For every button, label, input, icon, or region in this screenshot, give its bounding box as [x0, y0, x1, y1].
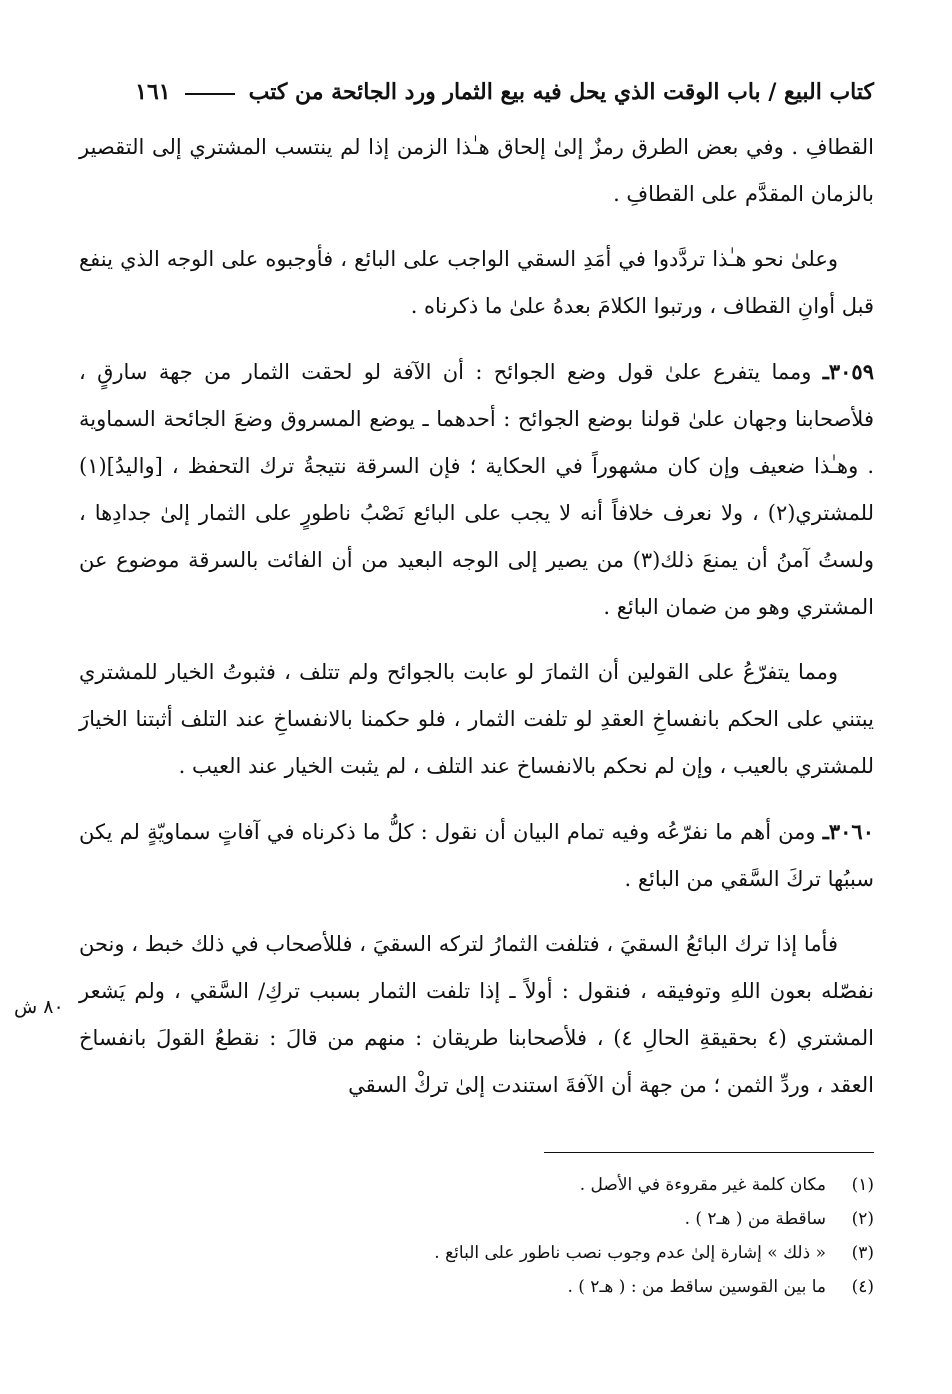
footnote-1 — [84, 1168, 874, 1202]
running-header — [74, 70, 874, 114]
header-title: كتاب البيع / باب الوقت الذي يحل فيه بيع الثمار ورد الجائحة من كتب — [248, 79, 874, 105]
paragraph-4: ومما يتفرّعُ على القولين أن الثمارَ لو عابت بالجوائح ولم تتلف ، فثبوتُ الخيار للمشتري يبتني على الحكم بانفساخِ العقدِ لو تلفت الثمار ، فلو حكمنا بالانفساخِ عند التلف أثبتنا الخيارَ للمشتري بالعيب ، وإن لم نحكم بالانفساخ عند التلف ، لم يثبت الخيار عند العيب . — [79, 660, 874, 778]
paragraph-3-text: ومما يتفرع علىٰ قول وضع الجوائح : أن الآفة لو لحقت الثمار من جهة سارقٍ ، فلأصحابنا وجهان علىٰ قولنا بوضع الجوائح : أحدهما ـ يوضع المسروق وضعَ الجائحة السماوية . وهـٰذا ضعيف وإن كان مشهوراً في الحكاية ؛ فإن السرقة نتيجةُ ترك التحفظ ، [واليدُ](١) للمشتري(٢) ، ولا نعرف خلافاً أنه لا يجب على البائع نَصْبُ ناطورٍ على الثمار إلىٰ جدادِها ، ولستُ آمنُ أن يمنعَ ذلك(٣) من يصير إلى الوجه البعيد من أن الفائت بالسرقة موضوع عن المشتري وهو من ضمان البائع . — [79, 360, 874, 619]
issue-number-3060: ٣٠٦٠ـ — [822, 819, 874, 844]
footnote-text: ما بين القوسين ساقط من : ( هـ٢ ) . — [567, 1277, 826, 1297]
page-number: ١٦١ — [135, 79, 171, 105]
footnote-mark: (١) — [851, 1175, 874, 1195]
issue-number-3059: ٣٠٥٩ـ — [822, 359, 874, 384]
footnotes — [84, 1168, 874, 1304]
footnote-mark: (٤) — [851, 1277, 874, 1297]
footnote-text: « ذلك » إشارة إلىٰ عدم وجوب نصب ناطور على البائع . — [434, 1243, 826, 1263]
paragraph-3 — [79, 348, 874, 631]
footnote-2 — [84, 1202, 874, 1236]
paragraph-5-text: ومن أهم ما نفرّعُه وفيه تمام البيان أن نقول : كلُّ ما ذكرناه في آفاتٍ سماويّةٍ لم يكن سببُها تركَ السَّقي من البائع . — [79, 820, 874, 891]
paragraph-2: وعلىٰ نحو هـٰذا تردَّدوا في أمَدِ السقي الواجب على البائع ، فأوجبوه على الوجه الذي ينفع قبل أوانِ القطاف ، ورتبوا الكلامَ بعدهُ علىٰ ما ذكرناه . — [79, 247, 874, 318]
header-dash — [185, 93, 235, 95]
footnote-separator — [544, 1152, 874, 1153]
paragraph-6: فأما إذا ترك البائعُ السقيَ ، فتلفت الثمارُ لتركه السقيَ ، فللأصحاب في ذلك خبط ، ونحن نفصّله بعون اللهِ وتوفيقه ، فنقول : أولاً ـ إذا تلفت الثمار بسبب تركِ/ السَّقي ، ولم يَشعر المشتري (٤ بحقيقةِ الحالِ ٤) ، فلأصحابنا طريقان : منهم من قالَ : نقطعُ القولَ بانفساخ العقد ، وردِّ الثمن ؛ من جهة أن الآفةَ استندت إلىٰ تركْ السقي — [79, 932, 875, 1097]
footnote-3 — [84, 1236, 874, 1270]
main-text — [79, 124, 874, 1109]
paragraph-5 — [79, 808, 874, 903]
footnote-4 — [84, 1270, 874, 1304]
footnote-text: مكان كلمة غير مقروءة في الأصل . — [579, 1175, 826, 1195]
footnote-mark: (٣) — [851, 1243, 874, 1263]
footnote-text: ساقطة من ( هـ٢ ) . — [684, 1209, 826, 1229]
manuscript-folio-note: ٨٠ ش — [14, 996, 64, 1018]
paragraph-1: القطافِ . وفي بعض الطرق رمزٌ إلىٰ إلحاق هـٰذا الزمن إذا لم ينتسب المشتري إلى التقصير بالزمان المقدَّم على القطافِ . — [79, 135, 874, 206]
footnote-mark: (٢) — [851, 1209, 874, 1229]
